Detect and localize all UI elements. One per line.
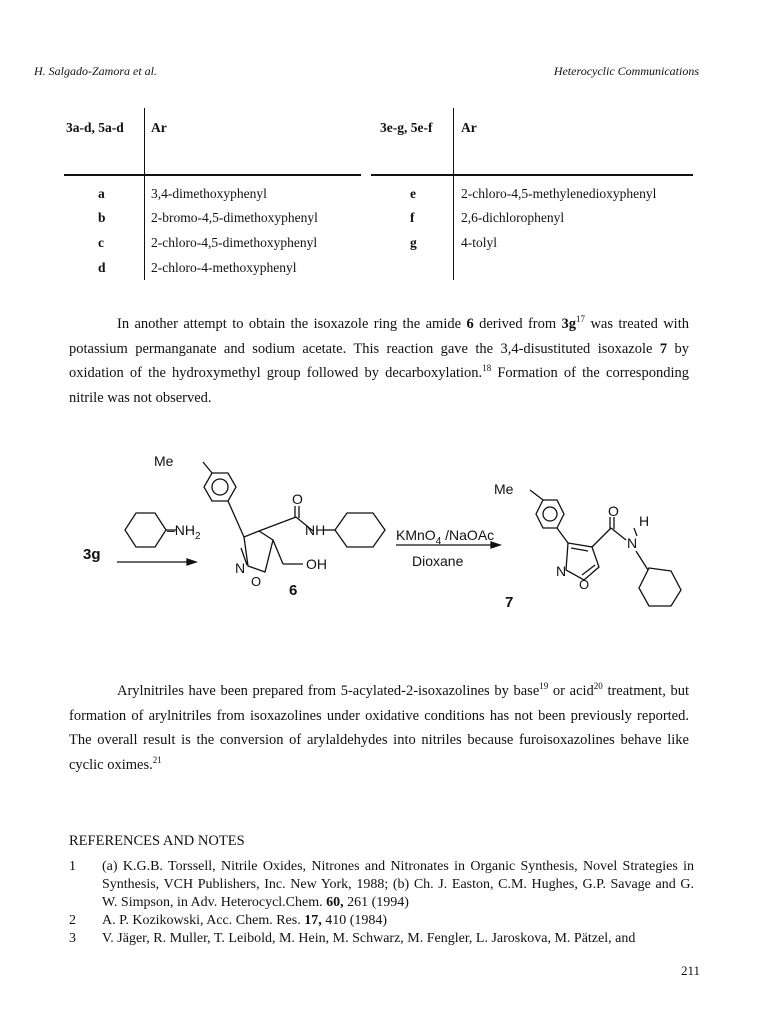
ring-nitrogen-label: N (235, 560, 246, 576)
reaction-scheme (0, 440, 773, 640)
amide-hydrogen-label: H (639, 513, 650, 529)
table-left-col2-header: Ar (151, 120, 167, 135)
references-list (69, 858, 694, 948)
table-left-hrule (64, 174, 361, 176)
isoxazoline-ring-6 (244, 531, 273, 572)
ring-nitrogen-label: N (556, 563, 567, 579)
table-right-vrule (453, 108, 454, 280)
amide-nh-label: NH (305, 522, 326, 538)
table-right-row-id: e (410, 186, 416, 201)
methyl-label: Me (494, 481, 514, 497)
table-left-row-ar: 2-chloro-4,5-dimethoxyphenyl (151, 235, 318, 250)
amide-nitrogen-label: N (627, 535, 638, 551)
amine-label: $-NH_2$ (167, 522, 201, 542)
table-left-row-ar: 2-bromo-4,5-dimethoxyphenyl (151, 210, 318, 225)
table-left-row-ar: 2-chloro-4-methoxyphenyl (151, 260, 297, 275)
table-right-hrule (371, 174, 693, 176)
reagent-label: KMnO$_4$ /NaOAc (396, 527, 495, 547)
reference-item: 3 V. Jäger, R. Muller, T. Leibold, M. Hein, M. Schwarz, M. Fengler, L. Jaroskova, M. Pätzel, and (69, 931, 636, 946)
carbonyl-oxygen-label: O (292, 491, 303, 507)
table-left-vrule (144, 108, 145, 280)
paragraph-arylnitriles: Arylnitriles have been prepared from 5-acylated-2-isoxazolines by base$^{19}$ or acid$^{20}$ treatment, but formation of arylnitriles from isoxazolines under oxidative conditions has not been previously reported. The overall result is the conversion of arylaldehydes into nitriles because furoisoxazolines behave like cyclic oximes.$^{21}$ (69, 681, 689, 773)
running-header-journal: Heterocyclic Communications (553, 64, 699, 78)
compound-6-label: 6 (289, 582, 298, 599)
references-heading: REFERENCES AND NOTES (69, 833, 245, 849)
tolyl-ring-6 (204, 473, 236, 501)
table-left-col1-header: 3a-d, 5a-d (66, 120, 124, 135)
solvent-label: Dioxane (412, 553, 464, 569)
ring-oxygen-label: O (251, 574, 262, 589)
reference-item: 2 A. P. Kozikowski, Acc. Chem. Res. 17, 410 (1984) (69, 913, 388, 928)
table-right-row-ar: 4-tolyl (461, 235, 497, 250)
table-right-row-ar: 2,6-dichlorophenyl (461, 210, 565, 225)
table-left-row-id: b (98, 210, 106, 225)
table-left-row-id: d (98, 260, 106, 275)
cyclohexyl-ring-7 (639, 568, 681, 606)
tolyl-ring-7 (536, 500, 564, 528)
carbonyl-oxygen-label: O (608, 503, 619, 519)
cyclohexyl-ring-6 (335, 513, 385, 547)
table-right-row-id: f (410, 210, 415, 225)
running-header-authors: H. Salgado-Zamora et al. (34, 64, 157, 78)
reference-item: 1 (a) K.G.B. Torssell, Nitrile Oxides, Nitrones and Nitronates in Organic Synthesis, Novel Strategies in Synthesis, VCH Publishers, Inc. New York, 1988; (b) Ch. J. Easton, C.M. Hughes, G.P. Savage and G. W. Simpson, in Adv. Heterocycl.Chem. 60, 261 (1994) (69, 859, 694, 910)
table-left-row-id: a (98, 186, 105, 201)
methyl-label: Me (154, 453, 174, 469)
compound-3g-label: 3g (83, 546, 101, 563)
table-left-row-id: c (98, 235, 104, 250)
table-right-col1-header: 3e-g, 5e-f (380, 120, 433, 135)
cyclohexyl-ring-reagent (125, 513, 166, 547)
table-left-row-ar: 3,4-dimethoxyphenyl (151, 186, 267, 201)
page-number: 211 (680, 963, 700, 978)
hydroxyl-label: OH (306, 556, 327, 572)
table-right-row-id: g (410, 235, 417, 250)
ring-oxygen-label: O (579, 577, 590, 592)
paragraph-isoxazole-oxidation: In another attempt to obtain the isoxazole ring the amide 6 derived from $3g^{17}$ was treated with potassium permanganate and sodium acetate. This reaction gave the 3,4-disustituted isoxazole 7 by oxidation of the hydroxymethyl group followed by decarboxylation.$^{18}$ Formation of the corresponding nitrile was not observed. (69, 314, 689, 406)
table-right-col2-header: Ar (461, 120, 477, 135)
compound-7-label: 7 (505, 594, 514, 611)
table-right-row-ar: 2-chloro-4,5-methylenedioxyphenyl (461, 186, 657, 201)
